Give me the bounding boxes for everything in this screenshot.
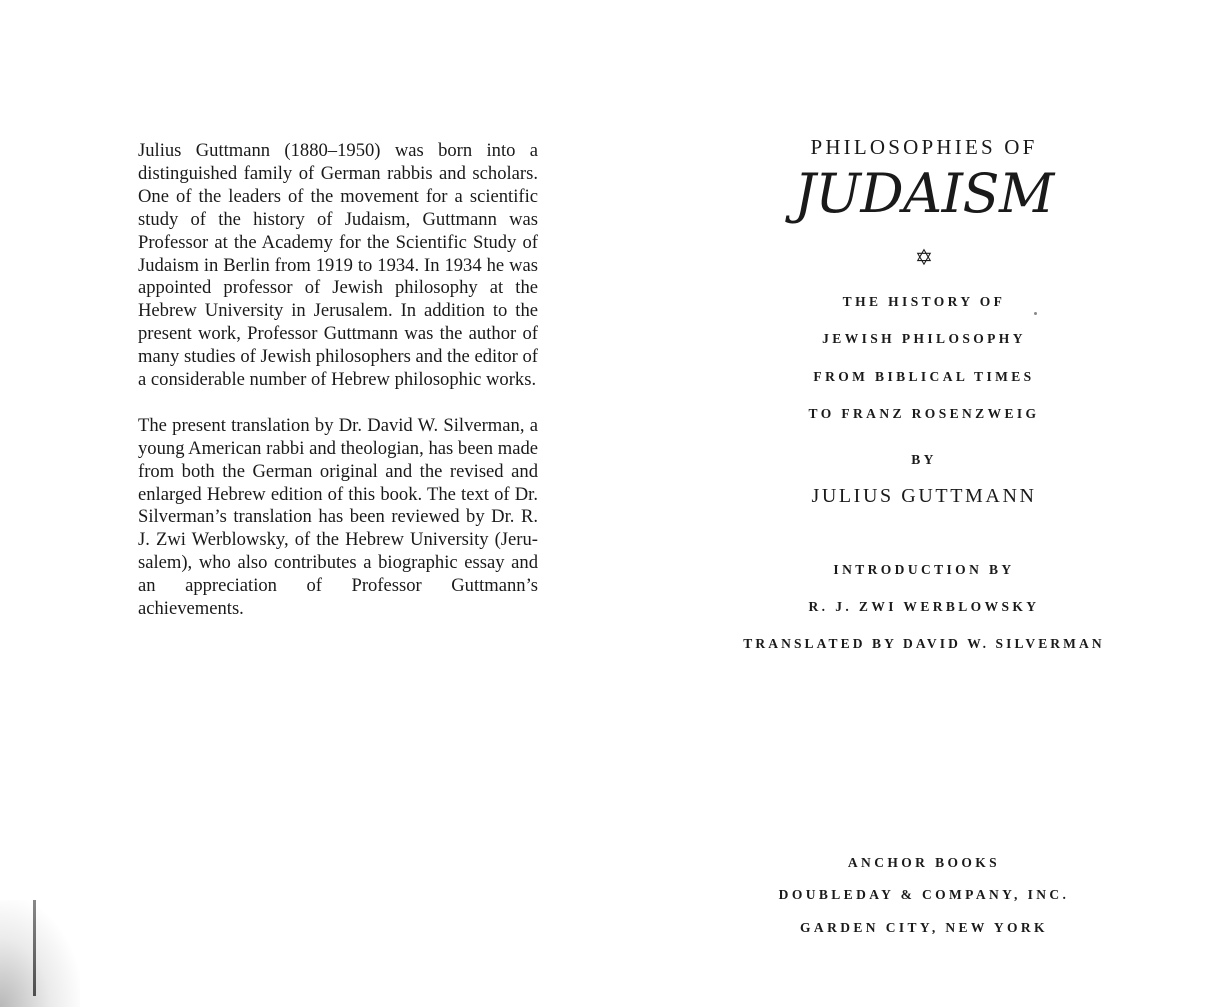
book-title: JUDAISM xyxy=(794,162,1054,225)
introduction-label: INTRODUCTION BY xyxy=(833,562,1015,577)
subtitle-line: TO FRANZ ROSENZWEIG xyxy=(808,406,1040,421)
biography-paragraph: Julius Guttmann (1880–1950) was born into a distinguished family of German rabbis and scholars. One of the leaders of the movement for a scientific study of the history of Judaism, Guttmann was Professor at the Academy for the Scientific Study of Judaism in Berlin from 1919 to 1934. In 1934 he was appointed professor of Jewish philosophy at the Hebrew University in Jerusalem. In addition to the present work, Professor Guttmann was the author of many studies of Jewish philosophers and the editor of a considerable number of Hebrew philosophic works. xyxy=(138,140,538,391)
title-page xyxy=(616,0,1232,1007)
author-name: JULIUS GUTTMANN xyxy=(811,485,1037,507)
publisher-name: DOUBLEDAY & COMPANY, INC. xyxy=(778,887,1070,902)
translation-note-paragraph: The present translation by Dr. David W. Silverman, a young American rabbi and theologian, has been made from both the German original and the revised and enlarged Hebrew edition of this book. The text of Dr. Silverman’s translation has been reviewed by Dr. R. J. Zwi Werblowsky, of the Hebrew University (Jerusalem), who also contributes a biographic essay and an appreciation of Professor Guttmann’s achievements. xyxy=(138,414,538,620)
publisher-location: GARDEN CITY, NEW YORK xyxy=(800,920,1048,935)
star-of-david-icon: ✡ xyxy=(914,245,934,270)
subtitle-line: THE HISTORY OF xyxy=(842,294,1006,309)
book-supertitle: PHILOSOPHIES OF xyxy=(810,135,1038,159)
subtitle-line: FROM BIBLICAL TIMES xyxy=(813,369,1035,384)
paper-speck xyxy=(1034,312,1037,315)
introduction-author: R. J. ZWI WERBLOWSKY xyxy=(808,599,1040,614)
author-biography xyxy=(138,140,538,621)
page-edge-shadow xyxy=(0,900,80,1007)
page-edge-line xyxy=(33,900,36,996)
subtitle-line: JEWISH PHILOSOPHY xyxy=(822,331,1026,346)
by-label: BY xyxy=(911,452,937,467)
translator-credit: TRANSLATED BY DAVID W. SILVERMAN xyxy=(743,636,1105,651)
publisher-imprint: ANCHOR BOOKS xyxy=(847,855,1001,870)
